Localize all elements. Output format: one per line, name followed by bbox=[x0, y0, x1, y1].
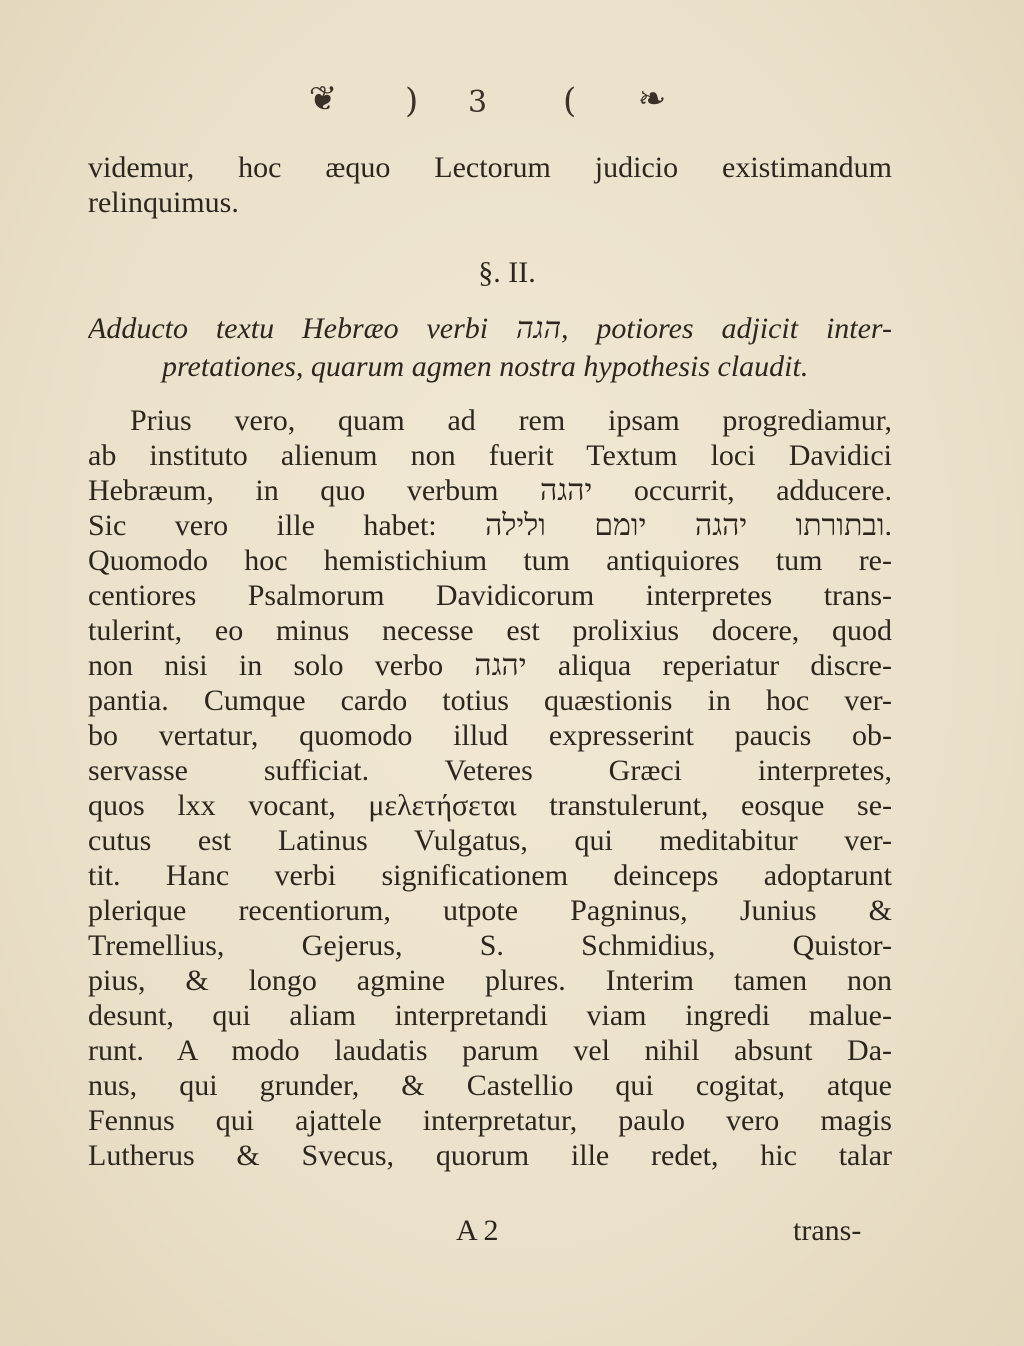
text-line: runt. A modo laudatis parum vel nihil absunt Da- bbox=[88, 1034, 892, 1067]
text-line: cutus est Latinus Vulgatus, qui meditabitur ver- bbox=[88, 824, 892, 857]
page-footer bbox=[0, 1214, 1024, 1254]
text-line: centiores Psalmorum Davidicorum interpretes trans- bbox=[88, 579, 892, 612]
summary-line: Adducto textu Hebræo verbi הגה, potiores adjicit inter- bbox=[88, 312, 892, 345]
text-line: quos lxx vocant, μελετήσεται transtulerunt, eosque se- bbox=[88, 789, 892, 822]
header-bracket-left: ) bbox=[405, 81, 419, 121]
text-line: nus, qui grunder, & Castellio qui cogitat, atque bbox=[88, 1069, 892, 1102]
intro-paragraph bbox=[88, 150, 892, 220]
text-line: tulerint, eo minus necesse est prolixius docere, quod bbox=[88, 614, 892, 647]
text-line: pantia. Cumque cardo totius quæstionis in hoc ver- bbox=[88, 684, 892, 717]
page-number: 3 bbox=[468, 85, 488, 120]
fleuron-ornament-right: ❧ bbox=[637, 79, 667, 119]
text-line: pius, & longo agmine plures. Interim tamen non bbox=[88, 964, 892, 997]
text-line: tit. Hanc verbi significationem deinceps adoptarunt bbox=[88, 859, 892, 892]
text-line: bo vertatur, quomodo illud expresserint paucis ob- bbox=[88, 719, 892, 752]
text-line: servasse sufficiat. Veteres Græci interpretes, bbox=[88, 754, 892, 787]
text-line: Fennus qui ajattele interpretatur, paulo vero magis bbox=[88, 1104, 892, 1137]
text-line: ab instituto alienum non fuerit Textum loci Davidici bbox=[88, 439, 892, 472]
text-line: Lutherus & Svecus, quorum ille redet, hic talar bbox=[88, 1139, 892, 1172]
summary-line: pretationes, quarum agmen nostra hypothesis claudit. bbox=[162, 350, 809, 383]
main-paragraph bbox=[88, 403, 892, 1173]
text-line: Quomodo hoc hemistichium tum antiquiores tum re- bbox=[88, 544, 892, 577]
section-summary bbox=[88, 310, 892, 386]
text-line: videmur, hoc æquo Lectorum judicio existimandum bbox=[88, 151, 892, 184]
catchword: trans- bbox=[793, 1214, 862, 1247]
text-line: relinquimus. bbox=[88, 186, 239, 219]
signature-mark: A 2 bbox=[456, 1214, 499, 1247]
running-header bbox=[0, 78, 1024, 122]
text-line: Tremellius, Gejerus, S. Schmidius, Quistor- bbox=[88, 929, 892, 962]
text-line: non nisi in solo verbo יהגה aliqua reperiatur discre- bbox=[88, 649, 892, 682]
text-line: Hebræum, in quo verbum יהגה occurrit, adducere. bbox=[88, 474, 892, 507]
text-line: desunt, qui aliam interpretandi viam ingredi malue- bbox=[88, 999, 892, 1032]
fleuron-ornament-left: ❦ bbox=[308, 79, 338, 119]
text-line: plerique recentiorum, utpote Pagninus, Junius & bbox=[88, 894, 892, 927]
text-line: Sic vero ille habet: ובתורתו יהגה יומם ולילה. bbox=[88, 509, 892, 542]
text-line: Prius vero, quam ad rem ipsam progrediamur, bbox=[130, 404, 892, 437]
header-bracket-right: ( bbox=[563, 81, 577, 121]
section-heading: §. II. bbox=[478, 256, 536, 289]
